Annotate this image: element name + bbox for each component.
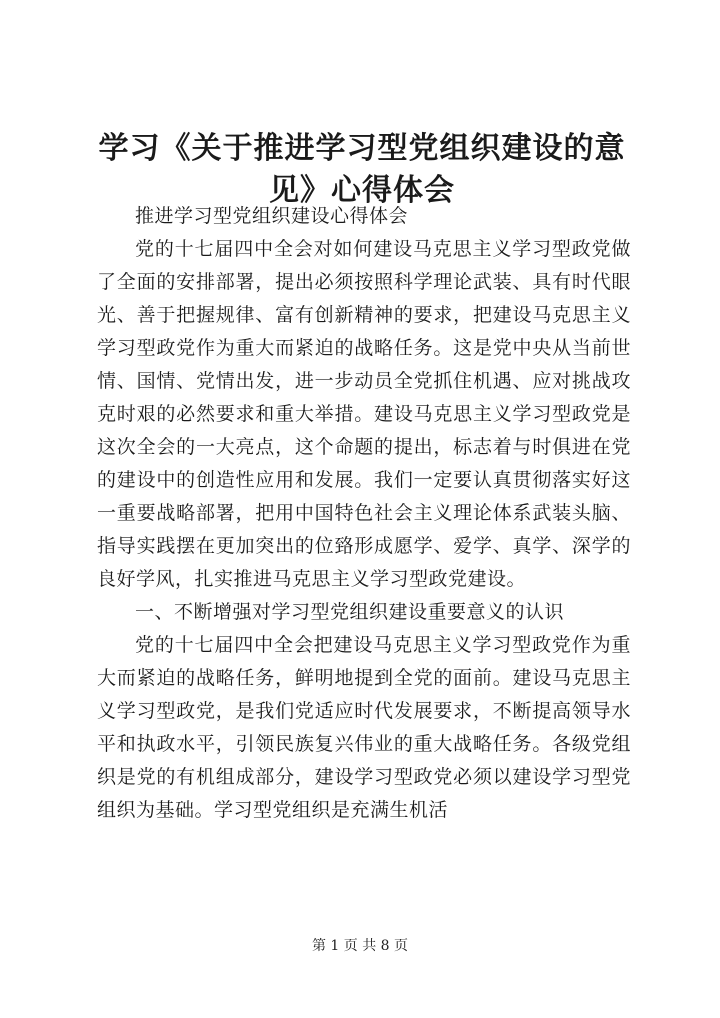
paragraph-section-1: 党的十七届四中全会把建设马克思主义学习型政党作为重大而紧迫的战略任务，鲜明地提到全党的面前。建设马克思主义学习型政党，是我们党适应时代发展要求，不断提高领导水平和执政水平，引领民族复兴伟业的重大战略任务。各级党组织是党的有机组成部分，建设学习型政党必须以建设学习型党组织为基础。学习型党组织是充满生机活 [97, 634, 631, 821]
document-title: 学习《关于推进学习型党组织建设的意见》心得体会 [98, 131, 626, 208]
section-heading-1: 一、不断增强对学习型党组织建设重要意义的认识 [135, 601, 565, 623]
page-footer: 第 1 页 共 8 页 [311, 938, 409, 954]
paragraph-intro: 党的十七届四中全会对如何建设马克思主义学习型政党做了全面的安排部署，提出必须按照科学理论武装、具有时代眼光、善于把握规律、富有创新精神的要求，把建设马克思主义学习型政党作为重大而紧迫的战略任务。这是党中央从当前世情、国情、党情出发，进一步动员全党抓住机遇、应对挑战攻克时艰的必然要求和重大举措。建设马克思主义学习型政党是这次全会的一大亮点，这个命题的提出，标志着与时俱进在党的建设中的创造性应用和发展。我们一定要认真贯彻落实好这一重要战略部署，把用中国特色社会主义理论体系武装头脑、指导实践摆在更加突出的位臵形成愿学、爱学、真学、深学的良好学风，扎实推进马克思主义学习型政党建设。 [97, 238, 631, 590]
document-body [97, 200, 631, 827]
paragraph-subtitle: 推进学习型党组织建设心得体会 [135, 205, 409, 227]
